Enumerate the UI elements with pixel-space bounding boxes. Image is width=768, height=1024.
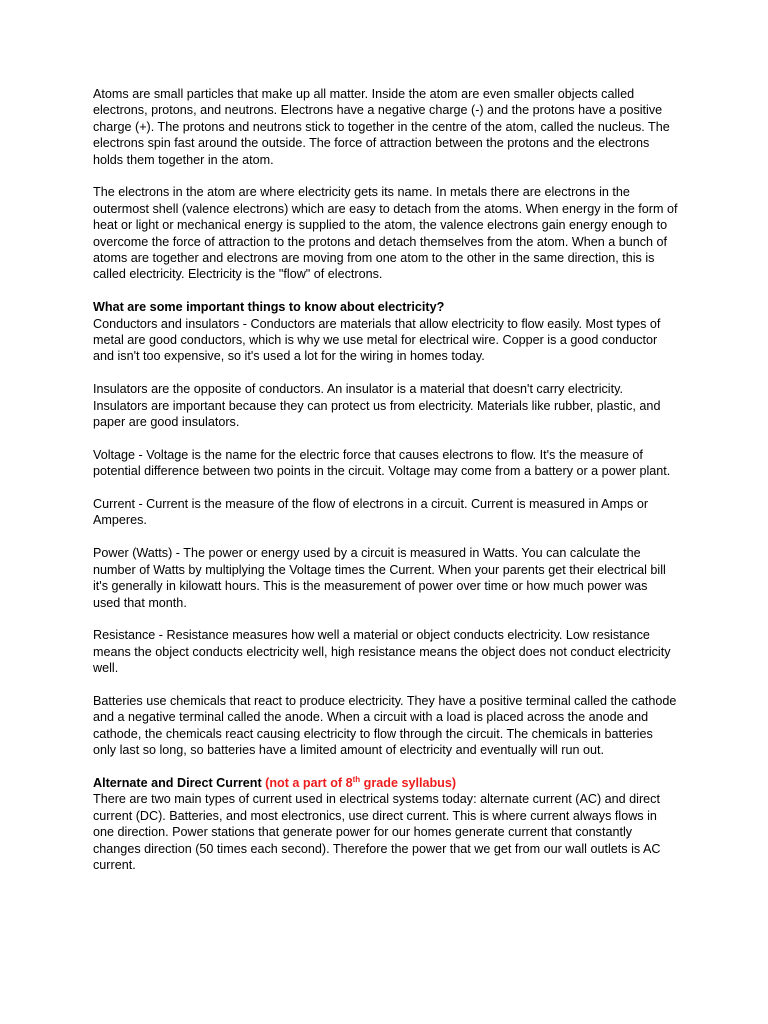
heading-ac-dc-line: [93, 775, 678, 791]
paragraph-electrons: The electrons in the atom are where electricity gets its name. In metals there are electrons in the outermost shell (valence electrons) which are easy to detach from the atoms. When energy in the form of heat or light or mechanical energy is supplied to the atom, the valence electrons gain energy enough to overcome the force of attraction to the protons and detach themselves from the atom. When a bunch of atoms are together and electrons are moving from one atom to the other in the same direction, this is called electricity. Electricity is the "flow" of electrons.: [93, 185, 678, 282]
syllabus-note: [265, 776, 456, 790]
paragraph-ac-dc: There are two main types of current used in electrical systems today: alternate current (AC) and direct current (DC). Batteries, and most electronics, use direct current. This is where current always flows in one direction. Power stations that generate power for our homes generate current that constantly changes direction (50 times each second). Therefore the power that we get from our wall outlets is AC current.: [93, 792, 661, 872]
paragraph-insulators: Insulators are the opposite of conductors. An insulator is a material that doesn't carry electricity. Insulators are important because they can protect us from electricity. Materials like rubber, plastic, and paper are good insulators.: [93, 382, 661, 430]
paragraph-voltage: Voltage - Voltage is the name for the electric force that causes electrons to flow. It's the measure of potential difference between two points in the circuit. Voltage may come from a battery or a power plant.: [93, 447, 671, 479]
heading-ac-dc: Alternate and Direct Current: [93, 775, 262, 790]
heading-important-things: What are some important things to know about electricity?: [93, 300, 445, 315]
syllabus-note-sup: th: [352, 774, 361, 784]
paragraph-conductors: Conductors and insulators - Conductors are materials that allow electricity to flow easily. Most types of metal are good conductors, which is why we use metal for electrical wire. Copper is a good conductor and isn't too expensive, so it's used a lot for the wiring in homes today.: [93, 316, 661, 364]
paragraph-resistance: Resistance - Resistance measures how well a material or object conducts electricity. Low resistance means the object conducts electricity well, high resistance means the object does not conduct electricity well.: [93, 628, 671, 676]
document-page: [93, 86, 678, 890]
paragraph-atoms: Atoms are small particles that make up all matter. Inside the atom are even smaller objects called electrons, protons, and neutrons. Electrons have a negative charge (-) and the protons have a positive charge (+). The protons and neutrons stick to together in the centre of the atom, called the nucleus. The electrons spin fast around the outside. The force of attraction between the protons and the electrons holds them together in the atom.: [93, 87, 670, 167]
syllabus-note-before: (not a part of 8: [265, 775, 353, 790]
paragraph-power: Power (Watts) - The power or energy used by a circuit is measured in Watts. You can calculate the number of Watts by multiplying the Voltage times the Current. When your parents get their electrical bill it's generally in kilowatt hours. This is the measurement of power over time or how much power was used that month.: [93, 546, 666, 610]
paragraph-current: Current - Current is the measure of the flow of electrons in a circuit. Current is measured in Amps or Amperes.: [93, 497, 649, 528]
paragraph-batteries: Batteries use chemicals that react to produce electricity. They have a positive terminal called the cathode and a negative terminal called the anode. When a circuit with a load is placed across the anode and cathode, the chemicals react causing electricity to flow through the circuit. The chemicals in batteries only last so long, so batteries have a limited amount of electricity and eventually will run out.: [93, 693, 677, 758]
syllabus-note-after: grade syllabus): [360, 775, 457, 790]
